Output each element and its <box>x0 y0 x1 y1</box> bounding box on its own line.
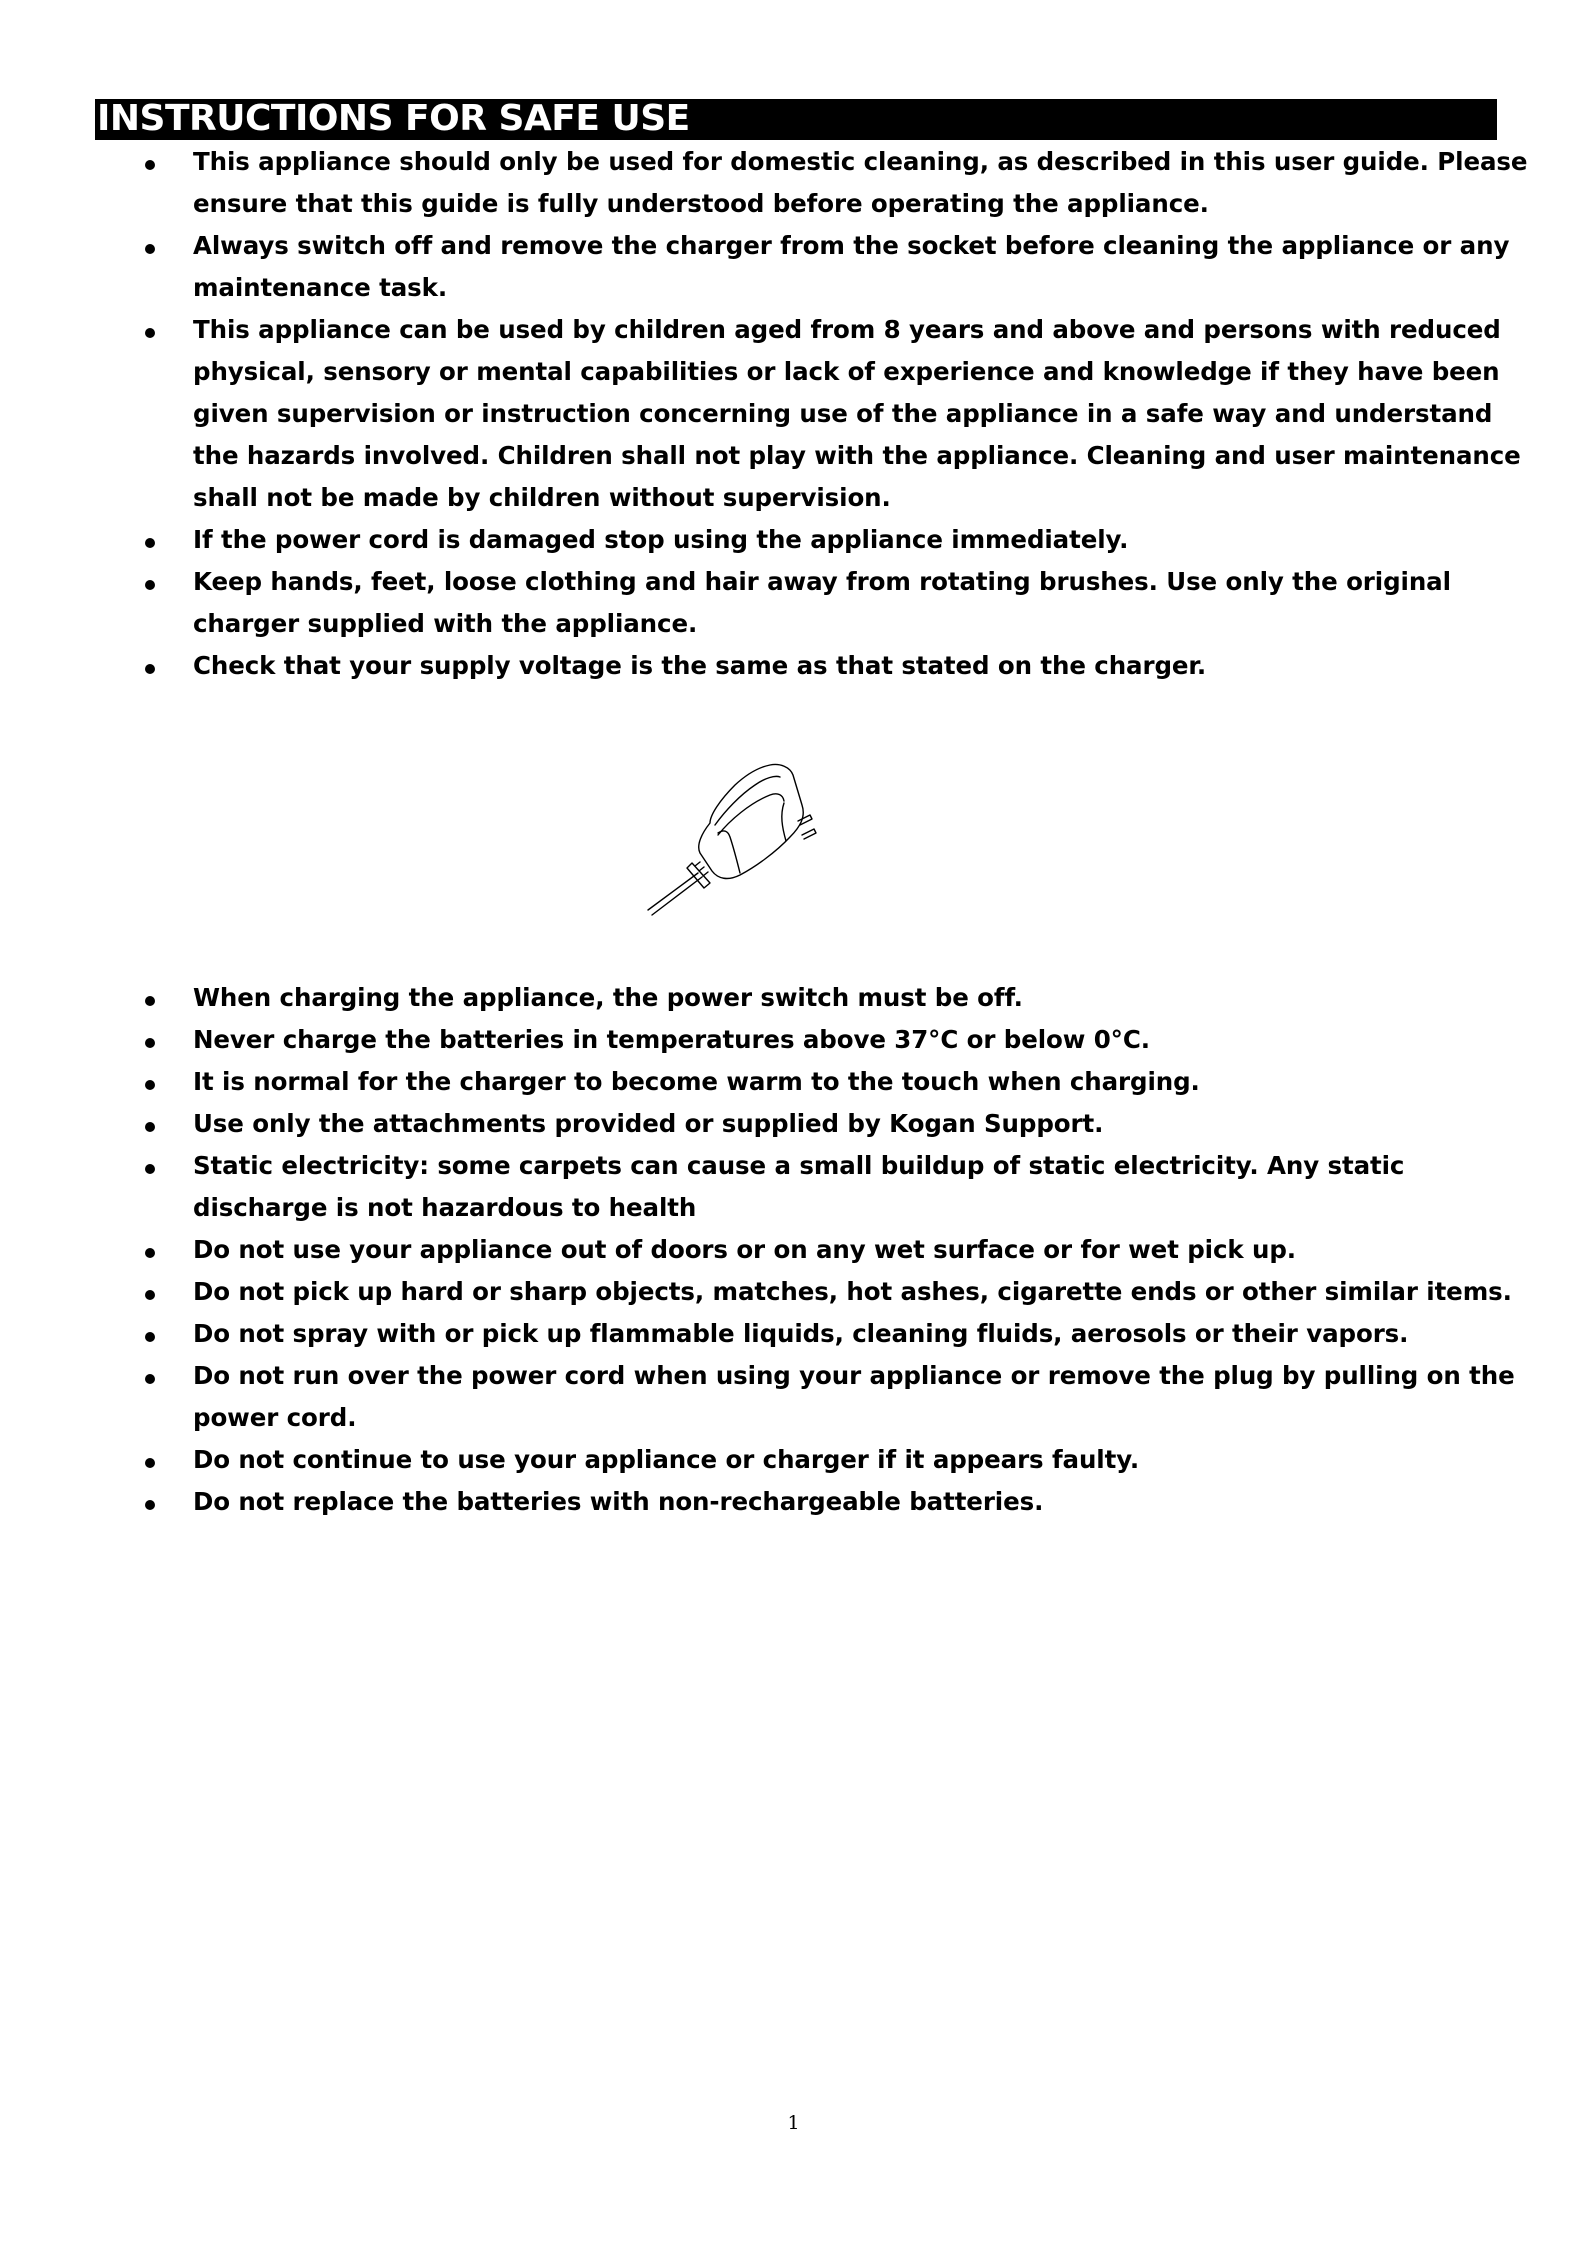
bullet-icon <box>145 1038 155 1048</box>
list-item <box>0 1313 1587 1355</box>
bullet-icon <box>145 1248 155 1258</box>
list-item <box>0 1229 1587 1271</box>
list-item-text: Do not pick up hard or sharp objects, matches, hot ashes, cigarette ends or other similar items. <box>193 1277 1512 1306</box>
list-item-text: Do not run over the power cord when using your appliance or remove the plug by pulling on the power cord. <box>193 1361 1515 1432</box>
list-item-text: It is normal for the charger to become warm to the touch when charging. <box>193 1067 1200 1096</box>
list-item <box>0 1271 1587 1313</box>
list-item-text: This appliance can be used by children aged from 8 years and above and persons with reduced physical, sensory or mental capabilities or lack of experience and knowledge if they have been given supervision or instruction concerning use of the appliance in a safe way and understand the hazards involved. Children shall not play with the appliance. Cleaning and user maintenance shall not be made by children without supervision. <box>193 315 1521 512</box>
list-item-text: Always switch off and remove the charger from the socket before cleaning the appliance or any maintenance task. <box>193 231 1510 302</box>
list-item-text: Keep hands, feet, loose clothing and hair away from rotating brushes. Use only the original charger supplied with the appliance. <box>193 567 1451 638</box>
bullet-icon <box>145 1122 155 1132</box>
list-item-text: If the power cord is damaged stop using the appliance immediately. <box>193 525 1129 554</box>
list-item <box>0 1019 1587 1061</box>
list-item-text: When charging the appliance, the power switch must be off. <box>193 983 1023 1012</box>
list-item-text: Use only the attachments provided or supplied by Kogan Support. <box>193 1109 1104 1138</box>
charger-icon <box>640 745 840 925</box>
list-item-text: Static electricity: some carpets can cause a small buildup of static electricity. Any static discharge is not hazardous to health <box>193 1151 1405 1222</box>
bullet-icon <box>145 664 155 674</box>
list-item-text: This appliance should only be used for domestic cleaning, as described in this user guide. Please ensure that this guide is fully understood before operating the appliance. <box>193 147 1528 218</box>
list-item-text: Do not use your appliance out of doors or on any wet surface or for wet pick up. <box>193 1235 1297 1264</box>
list-item <box>0 645 1587 687</box>
list-item-text: Do not continue to use your appliance or charger if it appears faulty. <box>193 1445 1140 1474</box>
bullet-icon <box>145 1500 155 1510</box>
list-item-text: Do not replace the batteries with non-rechargeable batteries. <box>193 1487 1044 1516</box>
bullet-icon <box>145 1332 155 1342</box>
safety-list-bottom <box>0 977 1587 1523</box>
list-item-text: Check that your supply voltage is the same as that stated on the charger. <box>193 651 1207 680</box>
section-heading-bar <box>95 99 1497 140</box>
section-heading: INSTRUCTIONS FOR SAFE USE <box>97 98 690 139</box>
bullet-icon <box>145 1458 155 1468</box>
list-item-text: Never charge the batteries in temperatures above 37°C or below 0°C. <box>193 1025 1150 1054</box>
bullet-icon <box>145 160 155 170</box>
list-item <box>0 1103 1587 1145</box>
bullet-icon <box>145 1164 155 1174</box>
list-item <box>0 141 1587 225</box>
list-item <box>0 225 1587 309</box>
bullet-icon <box>145 328 155 338</box>
list-item <box>0 561 1587 645</box>
list-item-text: Do not spray with or pick up flammable liquids, cleaning fluids, aerosols or their vapors. <box>193 1319 1409 1348</box>
bullet-icon <box>145 538 155 548</box>
list-item <box>0 309 1587 519</box>
safety-list-top <box>0 141 1587 687</box>
list-item <box>0 1061 1587 1103</box>
list-item <box>0 1481 1587 1523</box>
list-item <box>0 1145 1587 1229</box>
bullet-icon <box>145 1374 155 1384</box>
list-item <box>0 519 1587 561</box>
bullet-icon <box>145 1080 155 1090</box>
bullet-icon <box>145 996 155 1006</box>
list-item <box>0 977 1587 1019</box>
list-item <box>0 1439 1587 1481</box>
bullet-icon <box>145 1290 155 1300</box>
page-number: 1 <box>787 2112 800 2134</box>
bullet-icon <box>145 580 155 590</box>
list-item <box>0 1355 1587 1439</box>
bullet-icon <box>145 244 155 254</box>
